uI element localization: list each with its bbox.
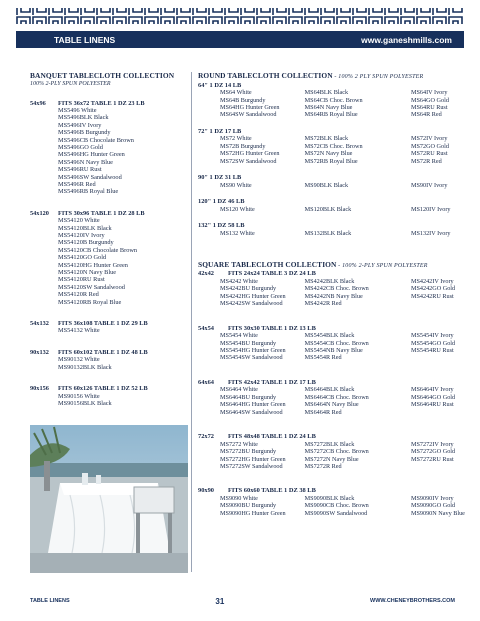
square-group bbox=[198, 270, 470, 307]
banquet-group bbox=[30, 100, 188, 196]
square-group bbox=[198, 487, 470, 517]
product-cell: MS7272R Red bbox=[304, 462, 342, 470]
product-cell: MS64BLK Black bbox=[304, 89, 349, 97]
square-group-head bbox=[198, 325, 470, 333]
table-row bbox=[198, 510, 470, 517]
table-row bbox=[198, 401, 470, 408]
product-cell: MS72R Red bbox=[410, 157, 442, 165]
product-cell: MS6464IV Ivory bbox=[410, 386, 454, 394]
header-bar bbox=[16, 31, 464, 48]
table-row bbox=[198, 97, 470, 104]
product-cell: MS4242BU Burgundy bbox=[220, 285, 277, 293]
square-group-head bbox=[198, 487, 470, 495]
product-cell bbox=[411, 300, 470, 307]
product-cell: MS72 White bbox=[220, 135, 252, 143]
table-row bbox=[198, 285, 470, 292]
square-group bbox=[198, 433, 470, 470]
banquet-groups bbox=[30, 100, 188, 408]
table-row bbox=[198, 456, 470, 463]
square-fits: FITS 30x30 TABLE 1 DZ 13 LB bbox=[228, 324, 316, 332]
product-cell: MS4242HG Hunter Green bbox=[220, 292, 286, 300]
product-cell: MS6464N Navy Blue bbox=[304, 401, 359, 409]
banquet-title: BANQUET TABLECLOTH COLLECTION bbox=[30, 71, 175, 80]
product-cell: MS4242NB Navy Blue bbox=[304, 292, 363, 300]
round-group-head: 72" 1 DZ 17 LB bbox=[198, 127, 242, 135]
banquet-group-head bbox=[30, 210, 188, 217]
product-cell: MS6464R Red bbox=[304, 408, 342, 416]
product-cell: MS7272GO Gold bbox=[410, 448, 456, 456]
table-row bbox=[198, 386, 470, 393]
square-title bbox=[198, 261, 470, 271]
banquet-group-head bbox=[30, 349, 188, 356]
table-row bbox=[198, 441, 470, 448]
table-row bbox=[198, 230, 470, 237]
list-item: MS5496GO Gold bbox=[58, 143, 103, 151]
product-cell: MS9090IV Ivory bbox=[410, 494, 454, 502]
table-row bbox=[198, 293, 470, 300]
banquet-fits: FITS 30x96 TABLE 1 DZ 28 LB bbox=[58, 209, 145, 217]
product-cell bbox=[411, 354, 470, 361]
list-item: MS54120BLK Black bbox=[58, 224, 112, 232]
product-cell: MS5454CB Choc. Brown bbox=[304, 339, 369, 347]
product-cell: MS72SW Sandalwood bbox=[220, 157, 277, 165]
list-item: MS54120CB Chocolate Brown bbox=[58, 246, 138, 254]
table-row bbox=[198, 394, 470, 401]
product-cell: MS72RB Royal Blue bbox=[304, 157, 358, 165]
list-item: MS5496RU Rust bbox=[58, 166, 102, 174]
list-item: MS90132BLK Black bbox=[58, 363, 112, 371]
list-item: MS54120 White bbox=[58, 217, 100, 225]
product-cell: MS64IV Ivory bbox=[410, 89, 448, 97]
round-group-head: 64" 1 DZ 14 LB bbox=[198, 81, 242, 89]
product-cell: MS120BLK Black bbox=[304, 205, 352, 213]
product-cell: MS6464 White bbox=[220, 386, 258, 394]
round-group bbox=[198, 174, 470, 189]
list-item: MS90132 White bbox=[58, 356, 100, 364]
product-cell: MS7272IV Ivory bbox=[410, 440, 454, 448]
product-cell: MS5454RU Rust bbox=[410, 347, 454, 355]
product-cell: MS6464HG Hunter Green bbox=[220, 401, 286, 409]
product-cell: MS4242 White bbox=[220, 278, 258, 286]
product-cell: MS5454 White bbox=[220, 332, 258, 340]
product-cell: MS64RB Royal Blue bbox=[304, 111, 358, 119]
round-group bbox=[198, 128, 470, 165]
product-cell: MS72IV Ivory bbox=[410, 135, 448, 143]
list-item: MS5496CB Chocolate Brown bbox=[58, 136, 134, 144]
list-item: MS54120N Navy Blue bbox=[58, 269, 117, 277]
square-group-head bbox=[198, 270, 470, 278]
square-fits: FITS 24x24 TABLE 3 DZ 24 LB bbox=[228, 270, 316, 278]
round-group bbox=[198, 82, 470, 119]
product-cell: MS6464SW Sandalwood bbox=[220, 408, 283, 416]
banquet-fits: FITS 60x102 TABLE 1 DZ 48 LB bbox=[58, 348, 148, 356]
banquet-size: 54x96 bbox=[30, 99, 46, 107]
product-cell bbox=[411, 463, 470, 470]
square-fits: FITS 48x48 TABLE 1 DZ 24 LB bbox=[228, 433, 316, 441]
product-cell: MS9090BU Burgundy bbox=[220, 502, 277, 510]
round-subtitle: - 100% 2 PLY SPUN POLYESTER bbox=[332, 74, 424, 80]
product-cell: MS90IV Ivory bbox=[410, 181, 448, 189]
table-row bbox=[198, 150, 470, 157]
product-cell: MS7272HG Hunter Green bbox=[220, 455, 286, 463]
table-row bbox=[198, 300, 470, 307]
product-cell: MS64RU Rust bbox=[410, 103, 448, 111]
product-cell: MS6464CB Choc. Brown bbox=[304, 393, 369, 401]
product-cell: MS64CB Choc. Brown bbox=[304, 96, 363, 104]
column-divider bbox=[191, 72, 192, 572]
product-cell: MS132 White bbox=[220, 229, 255, 237]
product-cell: MS5454NB Navy Blue bbox=[304, 347, 363, 355]
product-cell: MS9090BLK Black bbox=[304, 494, 355, 502]
list-item: MS5496 White bbox=[58, 106, 97, 114]
product-cell: MS72CB Choc. Brown bbox=[304, 142, 363, 150]
table-row bbox=[198, 463, 470, 470]
product-cell: MS5454R Red bbox=[304, 354, 342, 362]
product-cell: MS9090 White bbox=[220, 494, 258, 502]
round-title bbox=[198, 72, 470, 82]
square-group bbox=[198, 379, 470, 416]
square-groups bbox=[198, 270, 470, 517]
square-group-head bbox=[198, 433, 470, 441]
list-item: MS54120RB Royal Blue bbox=[58, 298, 122, 306]
product-cell: MS5454HG Hunter Green bbox=[220, 347, 286, 355]
list-item: MS54120R Red bbox=[58, 291, 99, 299]
product-cell: MS9090GO Gold bbox=[410, 502, 456, 510]
table-row bbox=[198, 278, 470, 285]
product-cell: MS64N Navy Blue bbox=[304, 103, 353, 111]
product-cell: MS5454GO Gold bbox=[410, 339, 456, 347]
product-cell: MS6464RU Rust bbox=[410, 401, 454, 409]
product-cell: MS90 White bbox=[220, 181, 252, 189]
page-number: 31 bbox=[215, 596, 225, 606]
banquet-group bbox=[30, 349, 188, 371]
product-cell: MS6464GO Gold bbox=[410, 393, 456, 401]
footer-website-link[interactable]: WWW.CHENEYBROTHERS.COM bbox=[370, 598, 455, 604]
product-cell: MS4242R Red bbox=[304, 300, 342, 308]
product-cell: MS4242CB Choc. Brown bbox=[304, 285, 369, 293]
banquet-fits: FITS 36x108 TABLE 1 DZ 29 LB bbox=[58, 320, 148, 328]
product-cell: MS72HG Hunter Green bbox=[220, 150, 280, 158]
product-cell: MS6464BU Burgundy bbox=[220, 393, 277, 401]
header-section-title: TABLE LINENS bbox=[54, 34, 116, 45]
product-cell: MS9090HG Hunter Green bbox=[220, 509, 286, 517]
product-cell: MS72B Burgundy bbox=[220, 142, 266, 150]
product-cell: MS72GO Gold bbox=[410, 142, 449, 150]
product-cell: MS7272SW Sandalwood bbox=[220, 462, 283, 470]
table-row bbox=[198, 89, 470, 96]
product-cell: MS64HG Hunter Green bbox=[220, 103, 280, 111]
table-photo bbox=[30, 425, 188, 573]
list-item: MS54120HG Hunter Green bbox=[58, 261, 128, 269]
table-row bbox=[198, 354, 470, 361]
product-cell: MS7272CB Choc. Brown bbox=[304, 448, 369, 456]
product-cell: MS64 White bbox=[220, 89, 252, 97]
square-size: 54x54 bbox=[198, 324, 214, 332]
square-size: 42x42 bbox=[198, 270, 214, 278]
product-cell: MS132IV Ivory bbox=[410, 229, 451, 237]
round-group-head: 132" 1 DZ 58 LB bbox=[198, 221, 245, 229]
table-row bbox=[198, 111, 470, 118]
table-row bbox=[198, 332, 470, 339]
table-row bbox=[198, 347, 470, 354]
square-fits: FITS 42x42 TABLE 1 DZ 17 LB bbox=[228, 378, 316, 386]
product-cell: MS90BLK Black bbox=[304, 181, 349, 189]
list-item: MS90156 White bbox=[58, 392, 100, 400]
square-group bbox=[198, 325, 470, 362]
product-cell: MS7272N Navy Blue bbox=[304, 455, 359, 463]
product-cell: MS7272BLK Black bbox=[304, 440, 355, 448]
round-group-head: 120" 1 DZ 46 LB bbox=[198, 197, 245, 205]
table-row bbox=[198, 495, 470, 502]
list-item: MS5496BLK Black bbox=[58, 114, 109, 122]
banquet-group-head bbox=[30, 320, 188, 327]
product-cell: MS64GO Gold bbox=[410, 96, 449, 104]
square-size: 64x64 bbox=[198, 378, 214, 386]
product-cell: MS5454IV Ivory bbox=[410, 332, 454, 340]
product-cell: MS5454SW Sandalwood bbox=[220, 354, 283, 362]
round-group bbox=[198, 222, 470, 237]
square-group-head bbox=[198, 379, 470, 387]
footer-section: TABLE LINENS bbox=[30, 598, 70, 604]
product-cell: MS120 White bbox=[220, 205, 255, 213]
list-item: MS5496IV Ivory bbox=[58, 121, 102, 129]
list-item: MS54120B Burgundy bbox=[58, 239, 114, 247]
product-cell: MS9090N Navy Blue bbox=[410, 509, 465, 517]
product-cell: MS72N Navy Blue bbox=[304, 150, 353, 158]
header-website-link[interactable]: www.ganeshmills.com bbox=[361, 34, 452, 45]
square-fits: FITS 60x60 TABLE 1 DZ 38 LB bbox=[228, 487, 316, 495]
table-row bbox=[198, 448, 470, 455]
table-row bbox=[198, 340, 470, 347]
square-size: 72x72 bbox=[198, 433, 214, 441]
square-size: 90x90 bbox=[198, 487, 214, 495]
list-item: MS5496HG Hunter Green bbox=[58, 151, 125, 159]
table-row bbox=[198, 135, 470, 142]
banquet-size: 90x156 bbox=[30, 385, 49, 393]
round-title-text: ROUND TABLECLOTH COLLECTION bbox=[198, 71, 333, 80]
list-item: MS5496SW Sandalwood bbox=[58, 173, 122, 181]
page-footer bbox=[30, 596, 455, 606]
product-cell: MS64SW Sandalwood bbox=[220, 111, 277, 119]
square-title-text: SQUARE TABLECLOTH COLLECTION bbox=[198, 259, 337, 269]
banquet-group bbox=[30, 210, 188, 306]
product-cell: MS64R Red bbox=[410, 111, 442, 119]
product-cell: MS132BLK Black bbox=[304, 229, 352, 237]
banquet-fits: FITS 36x72 TABLE 1 DZ 23 LB bbox=[58, 99, 145, 107]
banquet-group-head bbox=[30, 385, 188, 392]
list-item: MS54120RU Rust bbox=[58, 276, 105, 284]
banquet-group-head bbox=[30, 100, 188, 107]
list-item: MS90156BLK Black bbox=[58, 399, 112, 407]
list-item: MS5496N Navy Blue bbox=[58, 158, 113, 166]
product-cell: MS4242IV Ivory bbox=[410, 278, 454, 286]
product-cell: MS72RU Rust bbox=[410, 150, 448, 158]
list-item: MS54120SW Sandalwood bbox=[58, 283, 125, 291]
product-cell: MS7272BU Burgundy bbox=[220, 448, 277, 456]
product-cell bbox=[411, 409, 470, 416]
list-item: MS54120GO Gold bbox=[58, 254, 107, 262]
banquet-group bbox=[30, 320, 188, 335]
product-cell: MS120IV Ivory bbox=[410, 205, 451, 213]
product-cell: MS5454BU Burgundy bbox=[220, 339, 277, 347]
table-row bbox=[198, 158, 470, 165]
banquet-size: 54x120 bbox=[30, 209, 49, 217]
product-cell: MS72BLK Black bbox=[304, 135, 349, 143]
round-group-head: 90" 1 DZ 31 LB bbox=[198, 173, 242, 181]
banquet-size: 54x132 bbox=[30, 320, 49, 328]
greek-key-border bbox=[0, 0, 480, 30]
product-cell: MS9090CB Choc. Brown bbox=[304, 502, 369, 510]
list-item: MS5496R Red bbox=[58, 180, 96, 188]
product-cell: MS4242SW Sandalwood bbox=[220, 300, 283, 308]
table-row bbox=[198, 409, 470, 416]
list-item: MS5496B Burgundy bbox=[58, 129, 111, 137]
product-cell: MS7272RU Rust bbox=[410, 455, 454, 463]
product-cell: MS5454BLK Black bbox=[304, 332, 355, 340]
square-subtitle: - 100% 2-PLY SPUN POLYESTER bbox=[336, 262, 428, 269]
product-cell: MS64B Burgundy bbox=[220, 96, 266, 104]
list-item: MS54132 White bbox=[58, 327, 100, 335]
table-row bbox=[198, 182, 470, 189]
table-row bbox=[198, 502, 470, 509]
product-cell: MS6464BLK Black bbox=[304, 386, 355, 394]
table-row bbox=[198, 206, 470, 213]
banquet-group bbox=[30, 385, 188, 407]
round-groups bbox=[198, 82, 470, 237]
product-cell: MS9090SW Sandalwood bbox=[304, 509, 368, 517]
product-cell: MS4242RU Rust bbox=[410, 292, 454, 300]
list-item: MS54120IV Ivory bbox=[58, 232, 105, 239]
banquet-collection bbox=[30, 72, 188, 421]
table-row bbox=[198, 143, 470, 150]
banquet-subtitle: 100% 2-PLY SPUN POLYESTER bbox=[30, 80, 111, 87]
product-cell: MS7272 White bbox=[220, 440, 258, 448]
product-cell: MS4242GO Gold bbox=[410, 285, 456, 293]
round-square-collections bbox=[198, 72, 470, 534]
table-row bbox=[198, 104, 470, 111]
round-group bbox=[198, 198, 470, 213]
banquet-size: 90x132 bbox=[30, 348, 49, 356]
banquet-fits: FITS 60x126 TABLE 1 DZ 52 LB bbox=[58, 385, 148, 393]
product-cell: MS4242BLK Black bbox=[304, 278, 355, 286]
list-item: MS5496RB Royal Blue bbox=[58, 188, 119, 196]
